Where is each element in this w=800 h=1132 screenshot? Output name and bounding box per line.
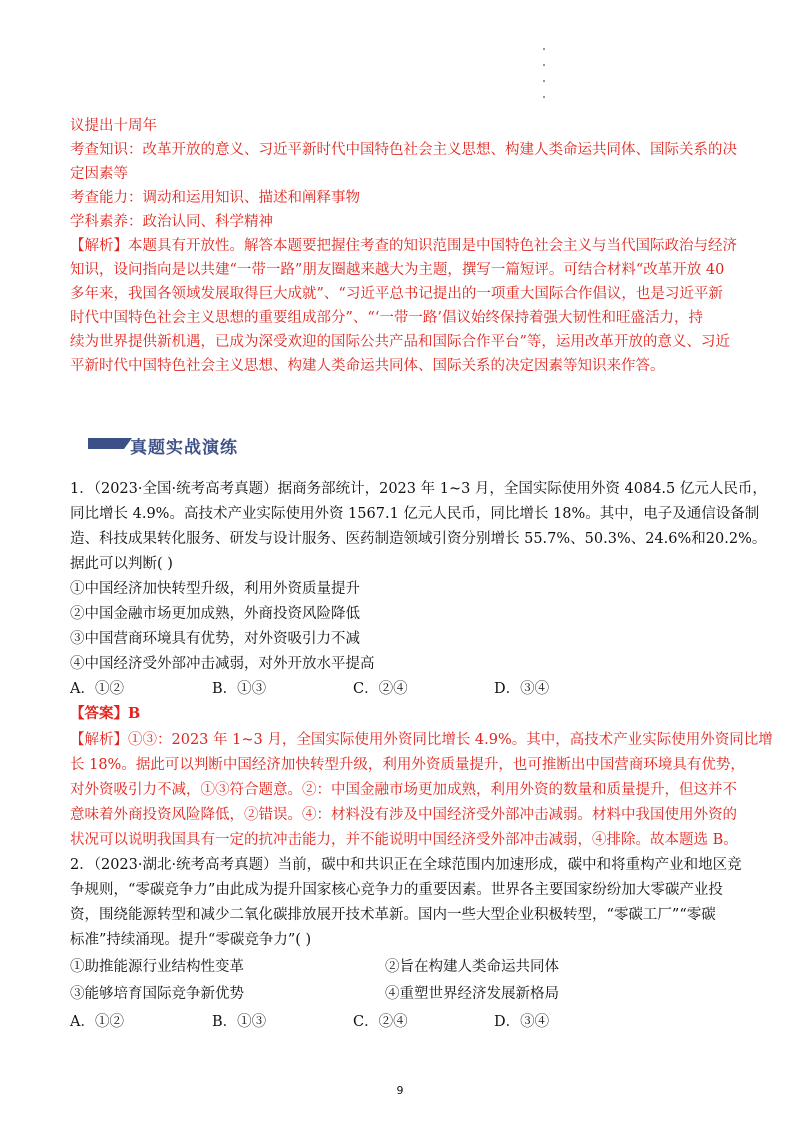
knowledge-line: 定因素等 [70,166,128,182]
q2-option-b: B．①③ [212,1014,267,1030]
q2-stem-line: 争规则，“零碳竞争力”由此成为提升国家核心竞争力的重要因素。世界各主要国家纷纷加大零碳产业投 [70,882,723,898]
q1-stem-line: 同比增长 4.9%。高技术产业实际使用外资 1567.1 亿元人民币，同比增长 18%。其中，电子及通信设备制 [70,506,760,522]
q2-option-d: D．③④ [494,1014,550,1030]
q1-analysis-line: 状况可以说明我国具有一定的抗冲击能力，并不能说明中国经济受外部冲击减弱，④排除。故本题选 B。 [70,832,738,848]
q1-stem-line: 1．（2023·全国·统考高考真题）据商务部统计，2023 年 1~3 月，全国实际使用外资 4084.5 亿元人民币， [70,481,767,497]
q1-option-d: D．③④ [494,681,550,697]
analysis-line: 续为世界提供新机遇，已成为深受欢迎的国际公共产品和国际合作平台”等，运用改革开放的意义、习近 [70,334,730,350]
q1-stem-line: 造、科技成果转化服务、研发与设计服务、医药制造领域引资分别增长 55.7%、50.3%、24.6%和20.2%。 [70,531,767,547]
section-title: 真题实战演练 [130,438,238,458]
q1-analysis-line: 【解析】①③：2023 年 1~3 月，全国实际使用外资同比增长 4.9%。其中，高技术产业实际使用外资同比增 [70,732,773,748]
q2-statement: ③能够培育国际竞争新优势 [70,986,244,1002]
q1-option-a: A．①② [70,681,124,697]
q1-answer: 【答案】B [70,705,141,722]
analysis-line: 知识，设问指向是以共建“一带一路”朋友圈越来越大为主题，撰写一篇短评。可结合材料“改革开放 40 [70,262,725,278]
q1-statement: ①中国经济加快转型升级，利用外资质量提升 [70,581,360,597]
analysis-line: 【解析】本题具有开放性。解答本题要把握住考查的知识范围是中国特色社会主义与当代国际政治与经济 [70,238,737,254]
q1-analysis-line: 意味着外商投资风险降低，②错误。④：材料没有涉及中国经济受外部冲击减弱。材料中我国使用外资的 [70,807,737,823]
q2-statement: ①助推能源行业结构性变革 [70,959,244,975]
header-dot [543,80,545,82]
header-dot [543,64,545,66]
q2-stem-line: 资，围绕能源转型和减少二氧化碳排放展开技术革新。国内一些大型企业积极转型，“零碳工厂”“零碳 [70,907,716,923]
q1-option-c: C．②④ [353,681,408,697]
analysis-line: 多年来，我国各领域发展取得巨大成就”、“习近平总书记提出的一项重大国际合作倡议，也是习近平新 [70,286,723,302]
q1-statement: ②中国金融市场更加成熟，外商投资风险降低 [70,606,360,622]
prev-answer-line: 议提出十周年 [70,118,157,134]
q1-analysis-line: 对外资吸引力不减，①③符合题意。②：中国金融市场更加成熟，利用外资的数量和质量提升，但这并不 [70,782,737,798]
page-number: 9 [396,1084,404,1097]
ability-line: 考查能力：调动和运用知识、描述和阐释事物 [70,190,360,206]
q1-analysis-line: 长 18%。据此可以判断中国经济加快转型升级，利用外资质量提升，也可推断出中国营商环境具有优势， [70,757,745,773]
q1-statement: ④中国经济受外部冲击减弱，对外开放水平提高 [70,656,375,672]
header-dots [541,48,547,112]
section-header [88,432,348,458]
q2-option-c: C．②④ [353,1014,408,1030]
section-bar [88,438,124,449]
q2-option-a: A．①② [70,1014,124,1030]
q2-stem-line: 标准”持续涌现。提升“零碳竞争力”( ) [70,932,312,948]
header-dot [543,96,545,98]
q2-statement: ④重塑世界经济发展新格局 [385,986,559,1002]
knowledge-line: 考查知识：改革开放的意义、习近平新时代中国特色社会主义思想、构建人类命运共同体、国际关系的决 [70,142,737,158]
analysis-line: 平新时代中国特色社会主义思想、构建人类命运共同体、国际关系的决定因素等知识来作答。 [70,358,665,374]
q1-option-b: B．①③ [212,681,267,697]
q2-stem-line: 2．（2023·湖北·统考高考真题）当前，碳中和共识正在全球范围内加速形成，碳中和将重构产业和地区竞 [70,857,742,873]
header-dot [543,48,545,50]
q2-statement: ②旨在构建人类命运共同体 [385,959,559,975]
q1-statement: ③中国营商环境具有优势，对外资吸引力不减 [70,631,360,647]
literacy-line: 学科素养：政治认同、科学精神 [70,214,273,230]
q1-stem-line: 据此可以判断( ) [70,556,173,572]
analysis-line: 时代中国特色社会主义思想的重要组成部分”、“‘一带一路’倡议始终保持着强大韧性和旺盛活力，持 [70,310,704,326]
